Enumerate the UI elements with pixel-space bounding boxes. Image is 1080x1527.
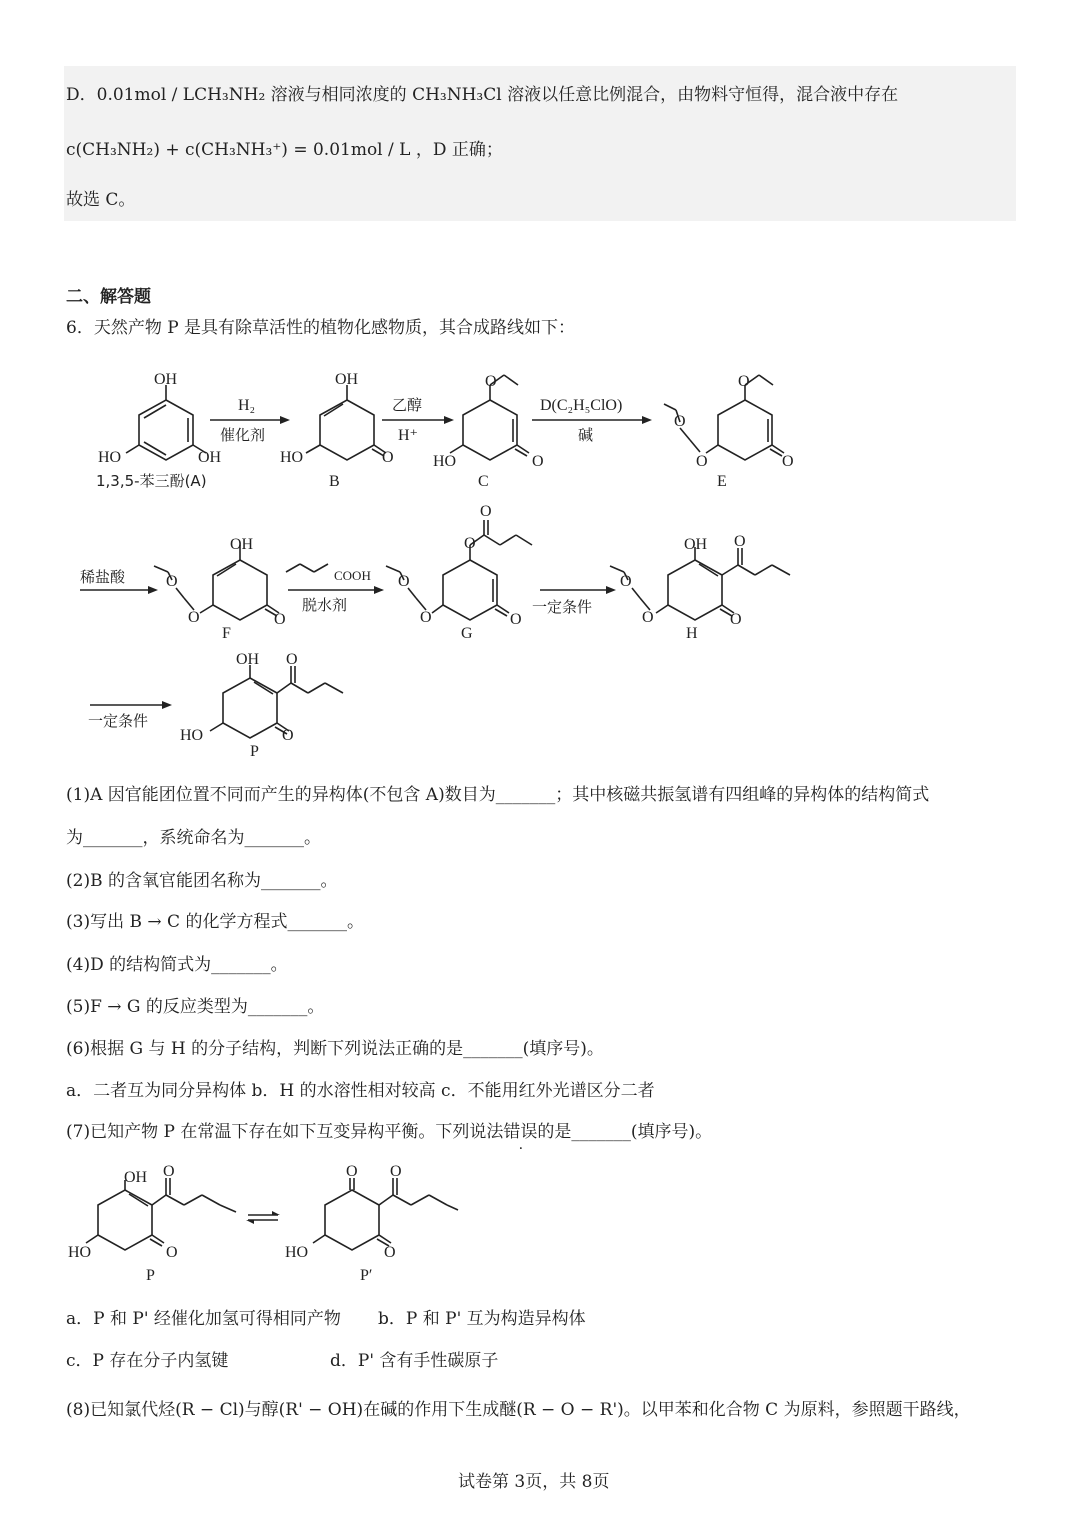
atom-label: O — [390, 1163, 402, 1180]
sub-question-7-option-d: d．P' 含有手性碳原子 — [330, 1351, 499, 1371]
sub-question-2: (2)B 的含氧官能团名称为_______。 — [66, 871, 338, 891]
sub-question-4: (4)D 的结构简式为_______。 — [66, 955, 288, 975]
atom-label: O — [274, 611, 286, 628]
reagent-label: 碱 — [578, 426, 594, 444]
compound-label-c: C — [478, 473, 489, 490]
atom-label: O — [532, 453, 544, 470]
answer-conclusion: 故选 C。 — [66, 190, 136, 210]
atom-label: O — [420, 609, 432, 626]
atom-label: O — [696, 453, 708, 470]
sub-question-7-tail: 的是_______(填序号)。 — [537, 1122, 713, 1142]
compound-label-f: F — [222, 625, 231, 642]
molecule-b — [306, 385, 386, 460]
compound-label-e: E — [717, 473, 727, 490]
tautomer-label-p-prime: P′ — [360, 1267, 373, 1284]
atom-label: OH — [230, 536, 254, 553]
atom-label: O — [346, 1163, 358, 1180]
atom-label: O — [480, 503, 492, 520]
atom-label: O — [398, 573, 410, 590]
tautomer-equilibrium — [0, 1160, 520, 1290]
atom-label: OH — [198, 449, 222, 466]
sub-question-6-options: a．二者互为同分异构体 b．H 的水溶性相对较高 c．不能用红外光谱区分二者 — [66, 1081, 655, 1101]
atom-label: OH — [335, 371, 359, 388]
atom-label: OH — [124, 1169, 148, 1186]
atom-label: O — [384, 1244, 396, 1261]
atom-label: O — [734, 533, 746, 550]
atom-label: O — [642, 609, 654, 626]
reagent-label: D(C₂H₅ClO) — [540, 397, 623, 414]
sub-question-8: (8)已知氯代烃(R − Cl)与醇(R' − OH)在碱的作用下生成醚(R − O − R')。以甲苯和化合物 C 为原料，参照题干路线， — [66, 1400, 971, 1420]
atom-label: HO — [285, 1244, 309, 1261]
atom-label: O — [286, 651, 298, 668]
molecule-h — [610, 547, 790, 620]
answer-line-d: D．0.01mol / LCH₃NH₂ 溶液与相同浓度的 CH₃NH₃Cl 溶液以任意比例混合，由物料守恒得，混合液中存在 — [66, 85, 899, 105]
molecule-g — [386, 520, 532, 620]
atom-label: HO — [433, 453, 457, 470]
compound-label-p: P — [250, 743, 259, 760]
atom-label: O — [464, 535, 476, 552]
question-intro: 6．天然产物 P 是具有除草活性的植物化感物质，其合成路线如下： — [66, 318, 576, 338]
atom-label: O — [166, 573, 178, 590]
sub-question-7-text: (7)已知产物 P 在常温下存在如下互变异构平衡。下列说法 — [66, 1122, 504, 1142]
atom-label: O — [738, 373, 750, 390]
tautomer-label-p: P — [146, 1267, 155, 1284]
atom-label: O — [166, 1244, 178, 1261]
atom-label: OH — [236, 651, 260, 668]
atom-label: O — [730, 611, 742, 628]
reagent-label: H₂ — [238, 397, 256, 414]
reagent-label: 一定条件 — [532, 598, 593, 616]
reagent-label: 一定条件 — [88, 712, 149, 730]
atom-label: HO — [180, 727, 204, 744]
compound-label-a: 1,3,5-苯三酚(A) — [96, 472, 207, 490]
reagent-label: 乙醇 — [392, 396, 423, 414]
sub-question-3: (3)写出 B → C 的化学方程式_______。 — [66, 912, 364, 932]
sub-question-7-option-a: a．P 和 P' 经催化加氢可得相同产物 — [66, 1309, 341, 1329]
atom-label: O — [188, 609, 200, 626]
atom-label: O — [163, 1163, 175, 1180]
atom-label: O — [620, 573, 632, 590]
atom-label: HO — [280, 449, 304, 466]
sub-question-7 — [66, 1121, 712, 1143]
page-footer: 试卷第 3页，共 8页 — [458, 1472, 610, 1492]
atom-label: O — [674, 413, 686, 430]
sub-question-1-cont: 为_______，系统命名为_______。 — [66, 828, 321, 848]
atom-label: O — [510, 611, 522, 628]
molecule-p — [210, 665, 343, 738]
atom-label: HO — [98, 449, 122, 466]
atom-label: OH — [154, 371, 178, 388]
reaction-arrows — [80, 420, 646, 705]
reagent-label: H⁺ — [398, 427, 418, 444]
emphasis-wrong: 错误 — [503, 1122, 538, 1142]
synthesis-scheme — [0, 360, 1080, 770]
compound-label-g: G — [461, 625, 473, 642]
reagent-label: COOH — [334, 568, 371, 583]
reagent-label: 稀盐酸 — [80, 568, 126, 586]
atom-label: O — [282, 727, 294, 744]
sub-question-6: (6)根据 G 与 H 的分子结构，判断下列说法正确的是_______(填序号)。 — [66, 1039, 604, 1059]
atom-label: O — [382, 449, 394, 466]
atom-label: OH — [684, 536, 708, 553]
reagent-label: 催化剂 — [220, 426, 266, 444]
compound-label-h: H — [686, 625, 698, 642]
section-title: 二、解答题 — [66, 287, 151, 307]
answer-equation-line: c(CH₃NH₂) + c(CH₃NH₃⁺) = 0.01mol / L ，D 正确； — [66, 140, 503, 160]
sub-question-7-option-b: b．P 和 P' 互为构造异构体 — [378, 1309, 586, 1329]
reagent-label: 脱水剂 — [302, 596, 348, 614]
sub-question-1: (1)A 因官能团位置不同而产生的异构体(不包含 A)数目为_______；其中核磁共振氢谱有四组峰的异构体的结构简式 — [66, 785, 930, 805]
molecule-a — [126, 385, 206, 460]
atom-label: HO — [68, 1244, 92, 1261]
atom-label: O — [485, 373, 497, 390]
sub-question-7-option-c: c．P 存在分子内氢键 — [66, 1351, 229, 1371]
atom-label: O — [782, 453, 794, 470]
compound-label-b: B — [329, 473, 340, 490]
sub-question-5: (5)F → G 的反应类型为_______。 — [66, 997, 325, 1017]
